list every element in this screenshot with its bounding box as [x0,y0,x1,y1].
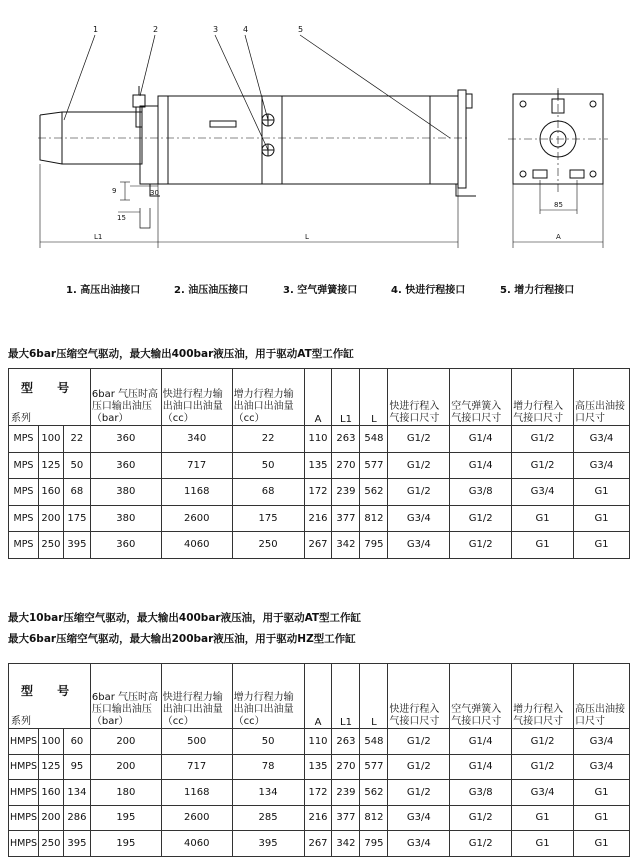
table-cell: 4060 [161,831,232,857]
table-cell: 95 [63,754,90,780]
callout-3: 3 [213,25,219,34]
table-cell: 175 [63,505,90,532]
callout-5: 5 [298,25,304,34]
callout-4: 4 [243,25,249,34]
table-cell: 285 [232,805,304,831]
table-cell: 360 [90,532,161,559]
table-cell: G1 [574,532,630,559]
table-cell: 500 [161,729,232,755]
table-cell: 200 [90,754,161,780]
table-cell: 239 [332,780,360,806]
table-row [9,479,630,506]
table-cell: 577 [360,452,388,479]
table-cell: 342 [332,532,360,559]
series-cell: HMPS [9,831,39,857]
legend-item: 5. 增力行程接口 [500,285,575,296]
table-cell: 717 [161,452,232,479]
col-A-header: A [304,664,332,729]
table-cell: 135 [304,754,332,780]
table-cell: 548 [360,729,388,755]
table-cell: 812 [360,505,388,532]
legend-item: 3. 空气弹簧接口 [283,285,358,296]
table-cell: 270 [332,754,360,780]
table-cell: G3/8 [450,479,512,506]
col-L1-header: L1 [332,664,360,729]
table-cell: 377 [332,505,360,532]
col-fast-port-header: 快进行程入气接口尺寸 [388,369,450,426]
table-cell: 562 [360,479,388,506]
table-cell: 68 [232,479,304,506]
series-cell: MPS [9,532,39,559]
table-cell: 134 [63,780,90,806]
table-cell: 795 [360,532,388,559]
col-spring-port-header: 空气弹簧入气接口尺寸 [450,369,512,426]
table2-caption-1: 最大10bar压缩空气驱动，最大输出400bar液压油，用于驱动AT型工作缸 [8,612,362,624]
table-cell: 125 [38,452,63,479]
table-cell: G1/2 [388,452,450,479]
table-cell: 795 [360,831,388,857]
table-cell: 342 [332,831,360,857]
table-row [9,780,630,806]
table-cell: 360 [90,452,161,479]
table-row [9,729,630,755]
col-spring-port-header: 空气弹簧入气接口尺寸 [450,664,512,729]
table-cell: G1/2 [512,754,574,780]
series-cell: HMPS [9,780,39,806]
table-cell: 100 [38,426,63,453]
series-label: 系列 [11,716,31,727]
dim-A: A [556,233,561,241]
table-cell: 395 [63,532,90,559]
callout-1: 1 [93,25,99,34]
dim-15: 15 [117,214,126,222]
table-cell: 380 [90,479,161,506]
col-boost-vol-header: 增力行程力输出油口出油量（cc） [232,664,304,729]
table-cell: 135 [304,452,332,479]
model-title: 型 号 [21,381,80,395]
table-cell: 263 [332,426,360,453]
table-cell: 812 [360,805,388,831]
table-cell: 200 [90,729,161,755]
col-L-header: L [360,664,388,729]
col-hp-port-header: 高压出油接口尺寸 [574,369,630,426]
table-cell: 377 [332,805,360,831]
dim-85: 85 [554,201,563,209]
table-cell: 200 [38,805,63,831]
table-cell: 395 [232,831,304,857]
table-cell: G1/2 [388,426,450,453]
table-row [9,505,630,532]
table-cell: G1/2 [450,831,512,857]
table-cell: G1 [512,805,574,831]
table-cell: G1 [574,479,630,506]
table-cell: 68 [63,479,90,506]
table-cell: 172 [304,479,332,506]
series-cell: MPS [9,452,39,479]
table-cell: 216 [304,805,332,831]
table-cell: 50 [232,452,304,479]
table-cell: 50 [232,729,304,755]
table-cell: 180 [90,780,161,806]
table-cell: G1/4 [450,426,512,453]
col-boost-vol-header: 增力行程力输出油口出油量（cc） [232,369,304,426]
col-L-header: L [360,369,388,426]
technical-drawing [0,0,636,300]
table-cell: 175 [232,505,304,532]
dim-L1: L1 [94,233,103,241]
table-cell: 548 [360,426,388,453]
series-cell: HMPS [9,805,39,831]
table-cell: 195 [90,831,161,857]
col-pressure-header: 6bar 气压时高压口输出油压（bar） [90,664,161,729]
table-cell: G3/4 [574,426,630,453]
rear-cap [458,90,466,188]
series-cell: MPS [9,479,39,506]
table-cell: G1 [512,505,574,532]
spec-table-1 [8,368,630,559]
series-label: 系列 [11,413,31,424]
table-cell: 50 [63,452,90,479]
table-cell: G1/4 [450,754,512,780]
table-cell: 360 [90,426,161,453]
table-cell: 172 [304,780,332,806]
table-cell: G1/2 [512,729,574,755]
table-cell: 577 [360,754,388,780]
table-cell: 22 [232,426,304,453]
table-cell: 195 [90,805,161,831]
table-cell: G1/2 [388,729,450,755]
table-cell: G1 [512,831,574,857]
model-title: 型 号 [21,684,80,698]
table-cell: G1/2 [388,479,450,506]
rear-fitting [466,94,472,108]
series-cell: MPS [9,505,39,532]
model-header [9,369,91,426]
table-cell: G3/4 [512,780,574,806]
table-cell: G1 [574,831,630,857]
callout-2: 2 [153,25,159,34]
table-cell: G3/4 [388,532,450,559]
model-header [9,664,91,729]
table-cell: 263 [332,729,360,755]
table-cell: G3/4 [512,479,574,506]
table-cell: 340 [161,426,232,453]
table-cell: G3/8 [450,780,512,806]
table-cell: 160 [38,479,63,506]
table-cell: 270 [332,452,360,479]
table-row [9,754,630,780]
col-fast-vol-header: 快进行程力输出油口出油量（cc） [161,369,232,426]
dim-9: 9 [112,187,117,195]
col-L1-header: L1 [332,369,360,426]
table-cell: 380 [90,505,161,532]
table-cell: G1/2 [512,452,574,479]
col-boost-port-header: 增力行程入气接口尺寸 [512,664,574,729]
table-cell: 60 [63,729,90,755]
table-cell: 216 [304,505,332,532]
table-cell: 267 [304,532,332,559]
series-cell: HMPS [9,754,39,780]
table-cell: 200 [38,505,63,532]
table-cell: 78 [232,754,304,780]
series-cell: HMPS [9,729,39,755]
table-cell: G3/4 [388,505,450,532]
legend-item: 4. 快进行程接口 [391,285,466,296]
table-cell: 134 [232,780,304,806]
table1-caption: 最大6bar压缩空气驱动，最大输出400bar液压油，用于驱动AT型工作缸 [8,348,354,360]
table-cell: 125 [38,754,63,780]
table-cell: 250 [38,532,63,559]
table-cell: 1168 [161,479,232,506]
table-row [9,532,630,559]
table-cell: 286 [63,805,90,831]
table-cell: G3/4 [574,452,630,479]
nameplate [210,121,236,127]
table-cell: 250 [232,532,304,559]
table-cell: G1/2 [388,754,450,780]
table-cell: G3/4 [574,754,630,780]
front-flange [140,106,158,184]
table-cell: G1 [512,532,574,559]
table-cell: 717 [161,754,232,780]
table2-caption-2: 最大6bar压缩空气驱动，最大输出200bar液压油，用于驱动HZ型工作缸 [8,633,356,645]
table-row [9,805,630,831]
table-cell: G1/2 [512,426,574,453]
table-cell: G3/4 [574,729,630,755]
table-cell: G1/2 [450,505,512,532]
fitting-2 [133,95,145,107]
col-hp-port-header: 高压出油接口尺寸 [574,664,630,729]
spec-table-2 [8,663,630,857]
col-boost-port-header: 增力行程入气接口尺寸 [512,369,574,426]
table-cell: G1 [574,780,630,806]
table-row [9,426,630,453]
table-cell: G1/2 [450,805,512,831]
table-cell: G3/4 [388,805,450,831]
table-cell: G1/4 [450,729,512,755]
table-cell: 160 [38,780,63,806]
table-cell: 562 [360,780,388,806]
table-row [9,452,630,479]
table-cell: 22 [63,426,90,453]
table-cell: 2600 [161,805,232,831]
table-cell: 239 [332,479,360,506]
table-cell: 1168 [161,780,232,806]
table-cell: G1 [574,505,630,532]
table-cell: 110 [304,426,332,453]
table-cell: 100 [38,729,63,755]
table-cell: 4060 [161,532,232,559]
table-cell: 250 [38,831,63,857]
table-cell: G1/2 [450,532,512,559]
table-cell: G1/2 [388,780,450,806]
legend-item: 1. 高压出油接口 [66,285,141,296]
table-cell: 2600 [161,505,232,532]
dim-30: 30 [150,189,159,197]
col-A-header: A [304,369,332,426]
table-row [9,831,630,857]
legend-item: 2. 油压油压接口 [174,285,249,296]
main-cylinder [158,96,458,184]
col-fast-vol-header: 快进行程力输出油口出油量（cc） [161,664,232,729]
table-cell: 395 [63,831,90,857]
table-cell: G3/4 [388,831,450,857]
series-cell: MPS [9,426,39,453]
col-fast-port-header: 快进行程入气接口尺寸 [388,664,450,729]
table-cell: 110 [304,729,332,755]
col-pressure-header: 6bar 气压时高压口输出油压（bar） [90,369,161,426]
dim-L: L [305,233,309,241]
table-cell: G1/4 [450,452,512,479]
table-cell: 267 [304,831,332,857]
table-cell: G1 [574,805,630,831]
